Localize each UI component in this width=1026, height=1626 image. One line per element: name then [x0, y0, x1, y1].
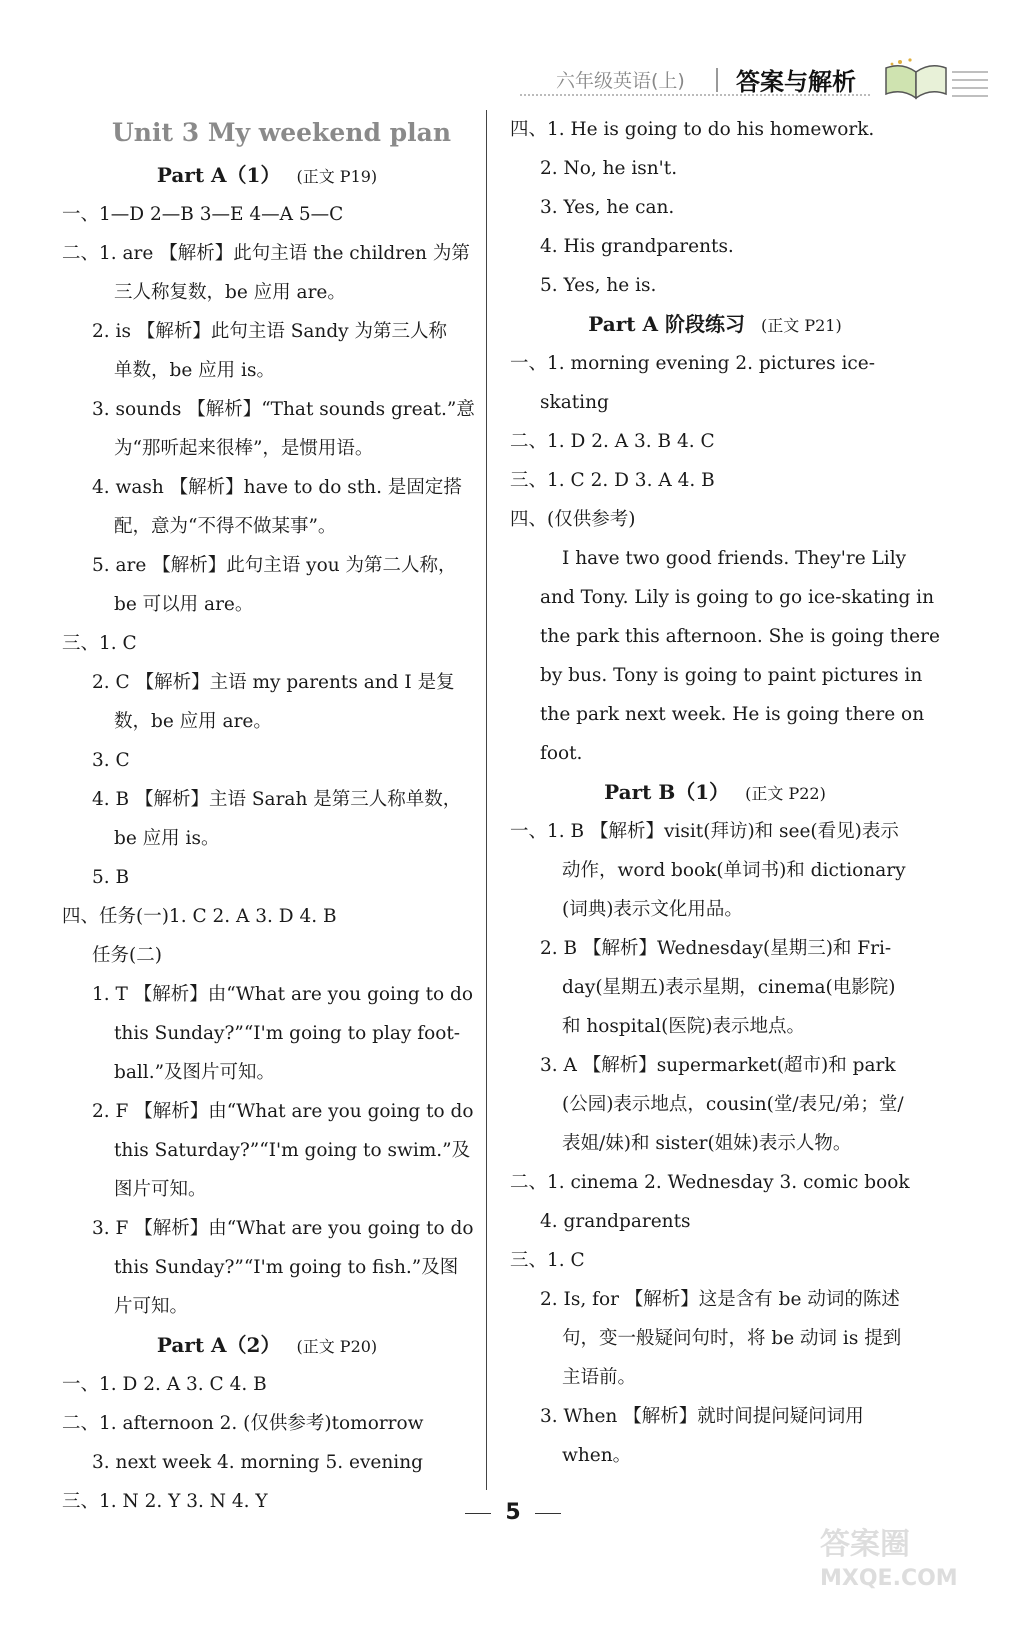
answer-line — [62, 1287, 472, 1326]
answer-line — [510, 383, 920, 422]
line-text: 图片可知。 — [114, 1179, 207, 1200]
header-title: 答案与解析 — [736, 68, 856, 96]
line-text: 任务(二) — [92, 945, 162, 966]
line-text: Part B（1） — [604, 780, 730, 804]
line-text: 四、(仅供参考) — [510, 509, 636, 530]
answer-line — [62, 1014, 472, 1053]
section-heading — [62, 1326, 472, 1365]
answer-line — [62, 975, 472, 1014]
line-text: Part A 阶段练习 — [588, 312, 745, 336]
answer-line — [62, 234, 472, 273]
line-text: 4. His grandparents. — [540, 236, 734, 257]
page-number-value: 5 — [505, 1500, 521, 1525]
line-text: 4. grandparents — [540, 1211, 691, 1232]
line-text: 2. F 【解析】由“What are you going to do — [92, 1101, 474, 1122]
page-reference: (正文 P21) — [760, 316, 842, 335]
answer-line — [510, 1397, 920, 1436]
header-separator — [716, 68, 718, 92]
answer-line — [510, 1046, 920, 1085]
answer-line — [62, 1131, 472, 1170]
answer-line — [62, 429, 472, 468]
line-text: 主语前。 — [562, 1367, 637, 1388]
answer-line — [62, 1443, 472, 1482]
page-reference: (正文 P19) — [296, 167, 378, 186]
line-text: be 可以用 are。 — [114, 594, 254, 615]
line-text: 3. sounds 【解析】“That sounds great.”意 — [92, 399, 475, 420]
answer-line — [62, 897, 472, 936]
answer-line — [62, 624, 472, 663]
line-text: 5. Yes, he is. — [540, 275, 657, 296]
page-header — [520, 58, 1000, 104]
line-text: skating — [540, 392, 609, 413]
answer-line — [62, 819, 472, 858]
answer-line — [510, 851, 920, 890]
line-text: Part A（2） — [156, 1333, 281, 1357]
line-text: 5. are 【解析】此句主语 you 为第二人称， — [92, 555, 457, 576]
watermark-line1: 答案圈 — [820, 1527, 910, 1562]
line-text: 2. C 【解析】主语 my parents and I 是复 — [92, 672, 455, 693]
line-text: the park this afternoon. She is going there — [540, 626, 940, 647]
answer-line — [510, 500, 920, 539]
line-text: (公园)表示地点，cousin(堂/表兄/弟；堂/ — [562, 1094, 904, 1115]
line-text: 4. B 【解析】主语 Sarah 是第三人称单数， — [92, 789, 462, 810]
line-text: 3. When 【解析】就时间提问疑问词用 — [540, 1406, 864, 1427]
left-column — [62, 110, 475, 1521]
line-text: 句，变一般疑问句时，将 be 动词 is 提到 — [562, 1328, 902, 1349]
line-text: 二、1. cinema 2. Wednesday 3. comic book — [510, 1172, 910, 1193]
line-text: day(星期五)表示星期，cinema(电影院) — [562, 977, 896, 998]
answer-line — [510, 1163, 920, 1202]
watermark-line2: MXQE.COM — [820, 1566, 958, 1591]
line-text: and Tony. Lily is going to go ice-skating in — [540, 587, 935, 608]
line-text: 二、1. afternoon 2. (仅供参考)tomorrow — [62, 1413, 424, 1434]
line-text: 表姐/妹)和 sister(姐妹)表示人物。 — [562, 1133, 852, 1154]
line-text: Unit 3 My weekend plan — [112, 118, 452, 147]
line-text: foot. — [540, 743, 583, 764]
line-text: 2. is 【解析】此句主语 Sandy 为第三人称 — [92, 321, 447, 342]
answer-line — [510, 890, 920, 929]
line-text: 一、1. morning evening 2. pictures ice- — [510, 353, 875, 374]
line-text: 为“那听起来很棒”，是惯用语。 — [114, 438, 374, 459]
answer-line — [510, 422, 920, 461]
page-number — [0, 1500, 1026, 1525]
line-text: by bus. Tony is going to paint pictures in — [540, 665, 923, 686]
answer-line — [510, 968, 920, 1007]
line-text: 片可知。 — [114, 1296, 189, 1317]
line-text: 四、任务(一)1. C 2. A 3. D 4. B — [62, 906, 337, 927]
answer-line — [62, 1053, 472, 1092]
line-text: 配，意为“不得不做某事”。 — [114, 516, 337, 537]
answer-line — [510, 1241, 920, 1280]
answer-line — [62, 1248, 472, 1287]
line-text: this Saturday?”“I'm going to swim.”及 — [114, 1140, 471, 1161]
answer-line — [62, 1209, 472, 1248]
column-divider — [486, 110, 487, 1490]
section-heading — [510, 305, 920, 344]
answer-line — [62, 585, 472, 624]
answer-line — [510, 695, 925, 734]
answer-line — [62, 663, 472, 702]
answer-line — [62, 1092, 472, 1131]
right-column — [510, 110, 940, 1475]
answer-line — [510, 1085, 920, 1124]
open-book-icon — [880, 58, 990, 102]
line-text: 二、1. D 2. A 3. B 4. C — [510, 431, 715, 452]
line-text: 四、1. He is going to do his homework. — [510, 119, 875, 140]
answer-line — [510, 539, 920, 578]
header-subtitle: 六年级英语(上) — [556, 70, 685, 92]
line-text: 2. No, he isn't. — [540, 158, 678, 179]
answer-line — [510, 578, 935, 617]
answer-line — [510, 656, 923, 695]
line-text: 三、1. C — [62, 633, 137, 654]
answer-line — [510, 188, 920, 227]
line-text: 4. wash 【解析】have to do sth. 是固定搭 — [92, 477, 462, 498]
answer-line — [510, 812, 920, 851]
line-text: 3. A 【解析】supermarket(超市)和 park — [540, 1055, 896, 1076]
line-text: 3. F 【解析】由“What are you going to do — [92, 1218, 474, 1239]
page-reference: (正文 P20) — [296, 1337, 378, 1356]
line-text: I have two good friends. They're Lily — [562, 548, 907, 569]
line-text: 3. next week 4. morning 5. evening — [92, 1452, 423, 1473]
line-text: this Sunday?”“I'm going to play foot- — [114, 1023, 461, 1044]
line-text: 3. C — [92, 750, 130, 771]
line-text: ball.”及图片可知。 — [114, 1062, 276, 1083]
line-text: 三、1. C — [510, 1250, 585, 1271]
line-text: this Sunday?”“I'm going to fish.”及图 — [114, 1257, 459, 1278]
answer-line — [510, 1358, 920, 1397]
answer-line — [62, 780, 472, 819]
answer-line — [510, 617, 940, 656]
watermark — [820, 1528, 958, 1596]
line-text: 三、1. N 2. Y 3. N 4. Y — [62, 1491, 268, 1512]
answer-line — [510, 149, 920, 188]
answer-line — [62, 858, 472, 897]
line-text: 三、1. C 2. D 3. A 4. B — [510, 470, 715, 491]
answer-line — [62, 273, 472, 312]
answer-line — [510, 929, 920, 968]
answer-line — [510, 227, 920, 266]
page-reference: (正文 P22) — [745, 784, 826, 803]
line-text: 三人称复数，be 应用 are。 — [114, 282, 346, 303]
line-text: be 应用 is。 — [114, 828, 220, 849]
answer-line — [510, 1436, 920, 1475]
line-text: 一、1. D 2. A 3. C 4. B — [62, 1374, 267, 1395]
line-text: (词典)表示文化用品。 — [562, 899, 743, 920]
answer-line — [62, 351, 472, 390]
answer-line — [510, 344, 920, 383]
answer-line — [62, 1404, 472, 1443]
answer-line — [62, 468, 472, 507]
line-text: 2. Is, for 【解析】这是含有 be 动词的陈述 — [540, 1289, 900, 1310]
answer-line — [62, 546, 472, 585]
line-text: 1. T 【解析】由“What are you going to do — [92, 984, 474, 1005]
line-text: 3. Yes, he can. — [540, 197, 675, 218]
answer-line — [510, 266, 920, 305]
answer-line — [62, 195, 472, 234]
line-text: Part A（1） — [156, 163, 281, 187]
answer-line — [62, 1365, 472, 1404]
answer-line — [62, 936, 472, 975]
answer-line — [510, 461, 920, 500]
answer-line — [62, 702, 472, 741]
answer-line — [510, 1202, 920, 1241]
answer-line — [510, 1280, 920, 1319]
section-heading — [62, 156, 472, 195]
answer-line — [62, 741, 472, 780]
line-text: 单数，be 应用 is。 — [114, 360, 275, 381]
header-dotted-rule — [520, 94, 870, 96]
answer-line — [510, 1007, 920, 1046]
line-text: when。 — [562, 1445, 632, 1466]
unit-title — [62, 110, 472, 156]
line-text: the park next week. He is going there on — [540, 704, 925, 725]
answer-line — [62, 390, 475, 429]
answer-line — [510, 734, 920, 773]
line-text: 一、1—D 2—B 3—E 4—A 5—C — [62, 204, 344, 225]
line-text: 和 hospital(医院)表示地点。 — [562, 1016, 806, 1037]
section-heading — [510, 773, 920, 812]
line-text: 动作，word book(单词书)和 dictionary — [562, 860, 906, 881]
line-text: 5. B — [92, 867, 130, 888]
answer-line — [510, 110, 920, 149]
line-text: 2. B 【解析】Wednesday(星期三)和 Fri- — [540, 938, 892, 959]
line-text: 二、1. are 【解析】此句主语 the children 为第 — [62, 243, 470, 264]
answer-line — [510, 1319, 920, 1358]
answer-line — [62, 507, 472, 546]
line-text: 数，be 应用 are。 — [114, 711, 272, 732]
answer-line — [510, 1124, 920, 1163]
answer-line — [62, 312, 472, 351]
answer-line — [62, 1170, 472, 1209]
line-text: 一、1. B 【解析】visit(拜访)和 see(看见)表示 — [510, 821, 899, 842]
